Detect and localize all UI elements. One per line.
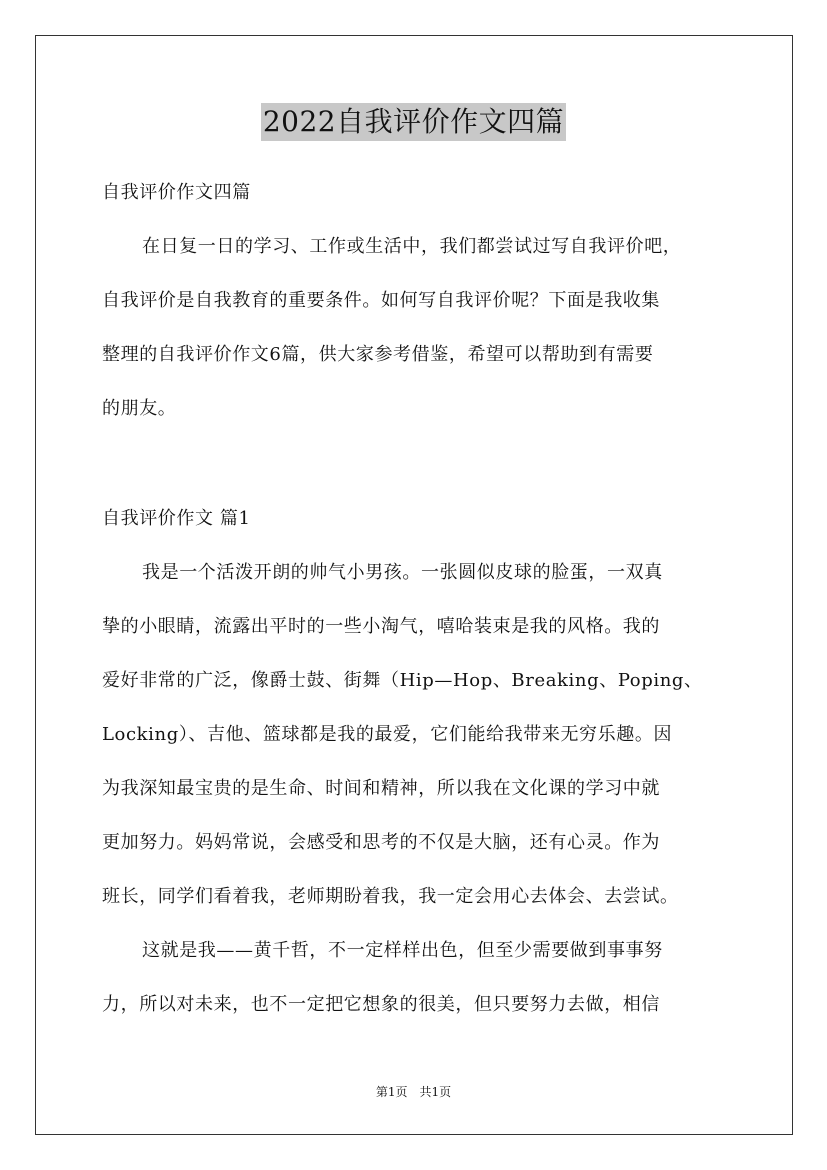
paragraph-line: 挚的小眼睛，流露出平时的一些小淘气，嘻哈装束是我的风格。我的: [102, 616, 660, 637]
paragraph-line: 力，所以对未来，也不一定把它想象的很美，但只要努力去做，相信: [102, 994, 660, 1015]
intro-line-4: 的朋友。: [102, 398, 177, 419]
title-container: [0, 103, 827, 141]
paragraph-line: 为我深知最宝贵的是生命、时间和精神，所以我在文化课的学习中就: [102, 778, 660, 799]
page-number: 第1页: [375, 1085, 408, 1099]
subtitle: 自我评价作文四篇: [102, 182, 251, 203]
intro-line-3: 整理的自我评价作文6篇，供大家参考借鉴，希望可以帮助到有需要: [102, 344, 654, 365]
intro-line-2: 自我评价是自我教育的重要条件。如何写自我评价呢？下面是我收集: [102, 290, 660, 311]
document-title: 2022自我评价作文四篇: [261, 103, 566, 141]
section-heading: 自我评价作文 篇1: [102, 508, 251, 529]
paragraph-line: 班长，同学们看着我，老师期盼着我，我一定会用心去体会、去尝试。: [102, 886, 679, 907]
paragraph-line: Locking）、吉他、篮球都是我的最爱，它们能给我带来无穷乐趣。因: [102, 724, 673, 745]
intro-line-1: 在日复一日的学习、工作或生活中，我们都尝试过写自我评价吧，: [142, 236, 682, 257]
paragraph-line: 爱好非常的广泛，像爵士鼓、街舞（Hip—Hop、Breaking、Poping、: [102, 670, 703, 691]
paragraph-line: 更加努力。妈妈常说，会感受和思考的不仅是大脑，还有心灵。作为: [102, 832, 660, 853]
page-footer: [0, 1084, 827, 1100]
page-total: 共1页: [419, 1085, 452, 1099]
paragraph-line: 这就是我——黄千哲，不一定样样出色，但至少需要做到事事努: [142, 940, 663, 961]
paragraph-line: 我是一个活泼开朗的帅气小男孩。一张圆似皮球的脸蛋，一双真: [142, 562, 663, 583]
